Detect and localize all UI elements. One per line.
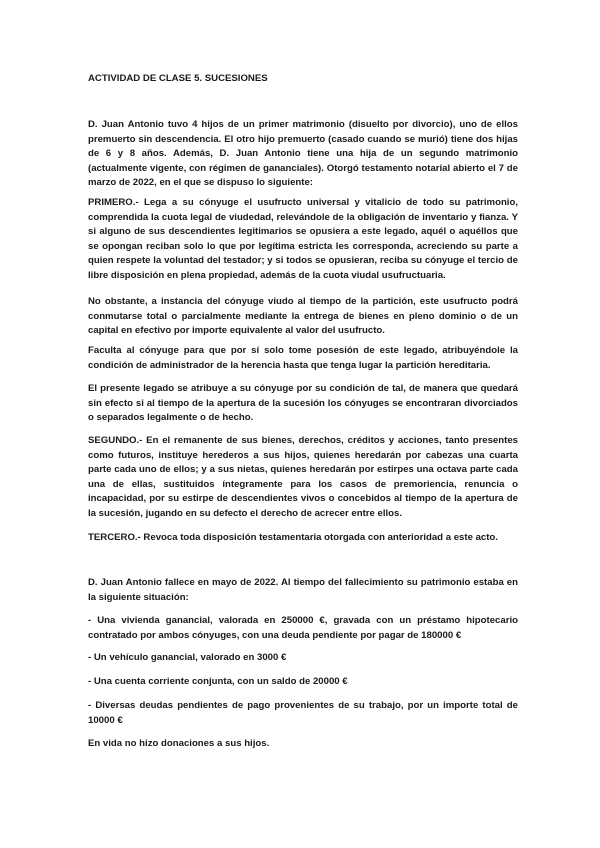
closing-paragraph: En vida no hizo donaciones a sus hijos.	[88, 738, 270, 749]
paragraph-faculta: Faculta al cónyuge para que por sí solo tome posesión de este legado, atribuyéndole la condición de administrador de la herencia hasta que tenga lugar la partición hereditaria.	[88, 345, 518, 371]
clause-tercero: TERCERO.- Revoca toda disposición testamentaria otorgada con anterioridad a este acto.	[88, 532, 498, 543]
paragraph-presente-legado: El presente legado se atribuye a su cónyuge por su condición de tal, de manera que quedará sin efecto si al tiempo de la apertura de la sucesión los cónyuges se encontraran divorciados o separados legalmente o de hecho.	[88, 383, 518, 424]
clause-segundo: SEGUNDO.- En el remanente de sus bienes, derechos, créditos y acciones, tanto presentes como futuros, instituye herederos a sus hijos, quienes heredarán por cabezas una cuarta parte cada uno de ellos; y a sus nietas, quienes heredarán por estirpes una octava parte cada una de ellas, sustituidos íntegramente para los casos de premoriencia, renuncia o incapacidad, por su estirpe de descendientes vivos o concebidos al tiempo de la apertura de la sucesión, jugando en su defecto el derecho de acrecer entre ellos.	[88, 435, 518, 519]
list-item: - Una cuenta corriente conjunta, con un saldo de 20000 €	[88, 676, 348, 687]
intro-paragraph: D. Juan Antonio tuvo 4 hijos de un primer matrimonio (disuelto por divorcio), uno de ellos premuerto sin descendencia. El otro hijo premuerto (casado cuando se murió) tiene dos hijas de 6 y 8 años. Además, D. Juan Antonio tiene una hija de un segundo matrimonio (actualmente vigente, con régimen de gananciales). Otorgó testamento notarial abierto el 7 de marzo de 2022, en el que se dispuso lo siguiente:	[88, 119, 518, 189]
list-item: - Una vivienda ganancial, valorada en 250000 €, gravada con un préstamo hipotecario contratado por ambos cónyuges, con una deuda pendiente por pagar de 180000 €	[88, 615, 518, 641]
paragraph-no-obstante: No obstante, a instancia del cónyuge viudo al tiempo de la partición, este usufructo podrá conmutarse total o parcialmente mediante la entrega de bienes en pleno dominio o de un capital en efectivo por importe equivalente al valor del usufructo.	[88, 296, 518, 337]
clause-primero: PRIMERO.- Lega a su cónyuge el usufructo universal y vitalicio de todo su patrimonio, comprendida la cuota legal de viudedad, relevándole de la obligación de inventario y fianza. Y si alguno de sus descendientes legitimarios se opusiera a este legado, aquél o aquéllos que se opongan reciban solo lo que por legítima estricta les corresponda, acreciendo su parte a quien respete la voluntad del testador; y si todos se opusieran, reciba su cónyuge el tercio de libre disposición en plena propiedad, además de la cuota viudal usufructuaria.	[88, 197, 518, 281]
paragraph-fallecimiento: D. Juan Antonio fallece en mayo de 2022. Al tiempo del fallecimiento su patrimonio estaba en la siguiente situación:	[88, 577, 518, 603]
list-item: - Diversas deudas pendientes de pago provenientes de su trabajo, por un importe total de 10000 €	[88, 700, 518, 726]
document-title: ACTIVIDAD DE CLASE 5. SUCESIONES	[88, 73, 268, 84]
list-item: - Un vehículo ganancial, valorado en 3000 €	[88, 652, 287, 663]
